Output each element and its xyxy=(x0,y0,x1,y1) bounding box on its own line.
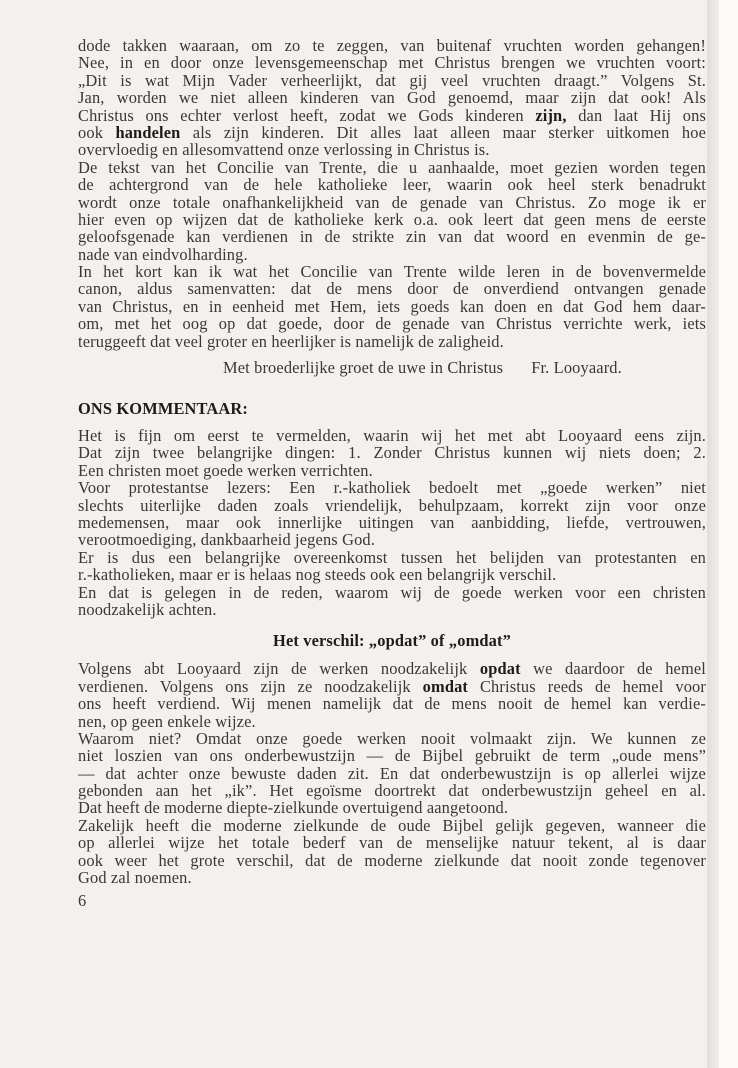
paragraph xyxy=(78,584,706,619)
paragraph xyxy=(78,660,706,730)
text-line xyxy=(78,462,706,479)
text-segment: Voor protestantse lezers: Een r.-katholiek bedoelt met „goede werken” niet xyxy=(78,478,706,498)
letter-signature xyxy=(78,359,706,377)
text-segment: Dat heeft de moderne diepte-zielkunde overtuigend aangetoond. xyxy=(78,798,509,818)
text-segment: ook xyxy=(78,122,116,142)
text-line xyxy=(78,89,706,106)
text-segment: wordt onze totale onafhankelijkheid van de genade van Christus. Zo moge ik er xyxy=(78,192,706,212)
text-segment: Waarom niet? Omdat onze goede werken nooit volmaakt zijn. We kunnen ze xyxy=(78,728,706,748)
paragraph xyxy=(78,479,706,549)
signature-name: Fr. Looyaard. xyxy=(531,358,622,378)
commentary-heading: ONS KOMMENTAAR: xyxy=(78,399,248,419)
text-segment: gebonden aan het „ik”. Het egoïsme doortrekt dat onderbewustzijn geheel en al. xyxy=(78,781,706,801)
text-line xyxy=(78,852,706,869)
text-segment: r.-katholieken, maar er is helaas nog steeds ook een belangrijk verschil. xyxy=(78,565,557,585)
text-segment: nen, op geen enkele wijze. xyxy=(78,711,256,731)
text-segment: Christus ons echter verlost heeft, zodat we Gods kinderen xyxy=(78,105,536,125)
text-line xyxy=(78,497,706,514)
paragraph xyxy=(78,263,706,350)
text-line xyxy=(78,782,706,799)
text-segment: geloofsgenade kan verdienen in de strikte zin van dat woord en evenmin de ge- xyxy=(78,227,706,247)
text-line xyxy=(78,54,706,71)
page-edge xyxy=(707,0,719,1068)
text-segment: nade van eindvolharding. xyxy=(78,244,248,264)
text-segment: teruggeeft dat veel groter en heerlijker is namelijk de zaligheid. xyxy=(78,331,504,351)
text-segment: Christus reeds de hemel voor xyxy=(468,676,706,696)
text-segment: als zijn kinderen. Dit alles laat alleen maar sterker uitkomen hoe xyxy=(180,122,706,142)
paragraph xyxy=(78,37,706,159)
text-line xyxy=(78,799,706,816)
text-line xyxy=(78,660,706,677)
text-segment: hier even op wijzen dat de katholieke kerk o.a. ook leert dat geen mens de eerste xyxy=(78,209,706,229)
text-segment: op allerlei wijze het totale bederf van de menselijke natuur tekent, al is daar xyxy=(78,833,706,853)
document-body xyxy=(78,37,706,910)
text-line xyxy=(78,601,706,618)
text-segment: God zal noemen. xyxy=(78,868,192,888)
text-line xyxy=(78,834,706,851)
text-segment: Jan, worden we niet alleen kinderen van God genoemd, maar zijn dat ook! Als xyxy=(78,88,706,108)
text-segment: Een christen moet goede werken verrichten. xyxy=(78,460,373,480)
text-segment: Het is fijn om eerst te vermelden, waarin wij het met abt Looyaard eens zijn. xyxy=(78,426,706,446)
signature-greeting: Met broederlijke groet de uwe in Christus xyxy=(223,358,504,378)
text-line xyxy=(78,817,706,834)
text-line xyxy=(78,228,706,245)
paragraph xyxy=(78,817,706,887)
text-segment: verdienen. Volgens ons zijn ze noodzakelijk xyxy=(78,676,423,696)
text-line xyxy=(78,479,706,496)
text-segment: In het kort kan ik wat het Concilie van Trente wilde leren in de bovenvermelde xyxy=(78,262,706,282)
text-segment: verootmoediging, dankbaarheid jegens God. xyxy=(78,530,376,550)
text-line xyxy=(78,695,706,712)
text-segment: „Dit is wat Mijn Vader verheerlijkt, dat gij veel vruchten draagt.” Volgens St. xyxy=(78,70,706,90)
text-line xyxy=(78,107,706,124)
text-segment: ons heeft verdiend. Wij menen namelijk dat de mens nooit de hemel kan verdie- xyxy=(78,694,706,714)
text-line xyxy=(78,124,706,141)
text-line xyxy=(78,141,706,158)
text-line xyxy=(78,298,706,315)
text-line xyxy=(78,159,706,176)
text-segment: dan laat Hij ons xyxy=(566,105,707,125)
text-line xyxy=(78,211,706,228)
text-line xyxy=(78,315,706,332)
text-line xyxy=(78,869,706,886)
text-segment: niet loszien van ons onderbewustzijn — de Bijbel gebruikt de term „oude mens” xyxy=(78,746,706,766)
section-body xyxy=(78,660,706,886)
text-line xyxy=(78,263,706,280)
text-segment: slechts uiterlijke daden zoals vriendelijk, behulpzaam, korrekt zijn voor onze xyxy=(78,495,706,515)
text-segment: ook weer het grote verschil, dat de moderne zielkunde dat nooit zonde tegenover xyxy=(78,850,706,870)
bold-text: omdat xyxy=(422,676,469,696)
bold-text: zijn, xyxy=(535,105,567,125)
text-line xyxy=(78,333,706,350)
text-line xyxy=(78,246,706,263)
text-line xyxy=(78,72,706,89)
bold-text: opdat xyxy=(479,659,521,679)
text-line xyxy=(78,37,706,54)
text-segment: dode takken waaraan, om zo te zeggen, van buitenaf vruchten worden gehangen! xyxy=(78,36,706,55)
paragraph xyxy=(78,159,706,263)
text-line xyxy=(78,713,706,730)
text-segment: canon, aldus samenvatten: dat de mens door de onverdiend ontvangen genade xyxy=(78,279,706,299)
paragraph xyxy=(78,549,706,584)
text-line xyxy=(78,427,706,444)
text-segment: overvloedig en allesomvattend onze verlossing in Christus is. xyxy=(78,140,490,160)
text-segment: Zakelijk heeft die moderne zielkunde de oude Bijbel gelijk gegeven, wanneer die xyxy=(78,815,706,835)
bold-text: handelen xyxy=(115,122,181,142)
text-segment: En dat is gelegen in de reden, waarom wij de goede werken voor een christen xyxy=(78,582,706,602)
text-segment: noodzakelijk achten. xyxy=(78,599,217,619)
paragraph xyxy=(78,730,706,817)
text-line xyxy=(78,747,706,764)
text-segment: van Christus, en in eenheid met Hem, iets goeds kan doen en dat God hem daar- xyxy=(78,296,706,316)
text-segment: Er is dus een belangrijke overeenkomst tussen het belijden van protestanten en xyxy=(78,547,706,567)
text-segment: Nee, in en door onze levensgemeenschap met Christus brengen we vruchten voort: xyxy=(78,53,706,73)
commentary-body xyxy=(78,427,706,618)
text-line xyxy=(78,730,706,747)
text-line xyxy=(78,678,706,695)
text-segment: Dat zijn twee belangrijke dingen: 1. Zonder Christus kunnen wij niets doen; 2. xyxy=(78,443,706,463)
letter-body xyxy=(78,37,706,350)
text-line xyxy=(78,514,706,531)
text-line xyxy=(78,194,706,211)
text-line xyxy=(78,444,706,461)
text-line xyxy=(78,549,706,566)
text-segment: om, met het oog op dat goede, door de genade van Christus verrichte werk, iets xyxy=(78,314,706,334)
text-segment: — dat achter onze bewuste daden zit. En dat onderbewustzijn is op allerlei wijze xyxy=(78,763,706,783)
text-line xyxy=(78,765,706,782)
text-line xyxy=(78,176,706,193)
text-segment: we daardoor de hemel xyxy=(520,659,706,679)
text-line xyxy=(78,280,706,297)
text-segment: Volgens abt Looyaard zijn de werken noodzakelijk xyxy=(78,659,480,679)
text-segment: De tekst van het Concilie van Trente, die u aanhaalde, moet gezien worden tegen xyxy=(78,157,706,177)
text-line xyxy=(78,584,706,601)
text-line xyxy=(78,531,706,548)
text-segment: medemensen, maar ook innerlijke uitingen van aanbidding, liefde, vertrouwen, xyxy=(78,512,706,532)
page-number: 6 xyxy=(78,891,87,911)
section-heading: Het verschil: „opdat” of „omdat” xyxy=(273,631,511,651)
paragraph xyxy=(78,427,706,479)
text-segment: de achtergrond van de hele katholieke leer, waarin ook heel sterk benadrukt xyxy=(78,175,706,195)
text-line xyxy=(78,566,706,583)
